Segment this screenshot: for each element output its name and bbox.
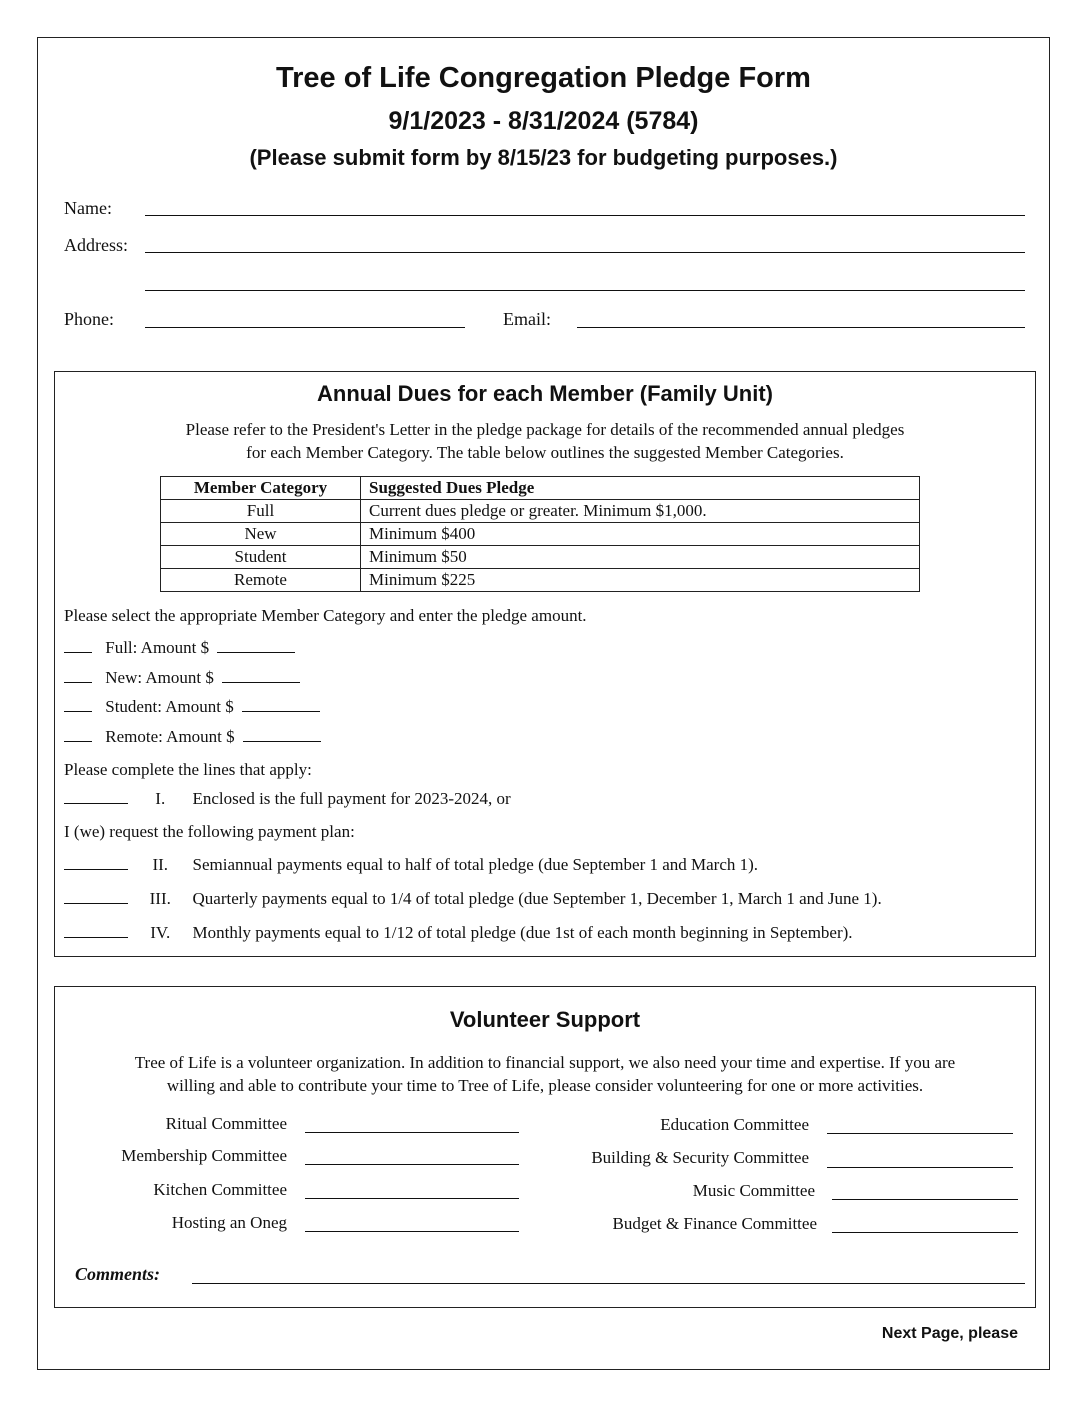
member-category-table [160, 476, 920, 592]
fiscal-dates: 9/1/2023 - 8/31/2024 (5784) [388, 107, 699, 135]
plan-instruction: I (we) request the following payment plan: [64, 822, 355, 841]
payment-text: Quarterly payments equal to 1/4 of total pledge (due September 1, December 1, March 1 and June 1). [192, 889, 882, 908]
option-remote-checkbox[interactable] [64, 727, 92, 742]
dues-intro-line2: for each Member Category. The table below outlines the suggested Member Categories. [246, 443, 844, 462]
committee-label-ritual: Ritual Committee [165, 1114, 287, 1133]
table-cell-category: New [161, 523, 361, 546]
table-row [161, 546, 920, 569]
option-full [64, 638, 295, 658]
table-header-row [161, 477, 920, 500]
student-amount-field[interactable] [242, 697, 320, 712]
submit-deadline: (Please submit form by 8/15/23 for budgeting purposes.) [249, 145, 838, 170]
volunteer-intro-line2: willing and able to contribute your time to Tree of Life, please consider volunteering for one or more activities. [166, 1076, 924, 1095]
option-new [64, 668, 300, 688]
quarterly-field[interactable] [64, 889, 128, 904]
dues-title: Annual Dues for each Member (Family Unit) [317, 381, 773, 406]
committee-label-music: Music Committee [692, 1181, 815, 1200]
option-full-checkbox[interactable] [64, 638, 92, 653]
email-label: Email: [503, 309, 551, 329]
budget-finance-committee-field[interactable] [832, 1232, 1018, 1233]
option-student [64, 697, 320, 717]
new-amount-field[interactable] [222, 668, 300, 683]
complete-instruction: Please complete the lines that apply: [64, 760, 312, 779]
payment-numeral: II. [152, 855, 169, 874]
payment-text: Monthly payments equal to 1/12 of total pledge (due 1st of each month beginning in September). [192, 923, 853, 942]
payment-text: Enclosed is the full payment for 2023-2024, or [192, 789, 511, 808]
option-label: Student: Amount $ [105, 697, 234, 716]
volunteer-intro-line1: Tree of Life is a volunteer organization. In addition to financial support, we also need your time and expertise. If you are [134, 1053, 956, 1072]
remote-amount-field[interactable] [243, 727, 321, 742]
option-label: Remote: Amount $ [105, 727, 235, 746]
option-label: New: Amount $ [105, 668, 214, 687]
payment-numeral: I. [155, 789, 166, 808]
option-new-checkbox[interactable] [64, 668, 92, 683]
volunteer-title: Volunteer Support [449, 1007, 641, 1032]
option-student-checkbox[interactable] [64, 697, 92, 712]
dues-intro-line1: Please refer to the President's Letter in the pledge package for details of the recommended annual pledges [185, 420, 905, 439]
name-label: Name: [64, 198, 112, 218]
payment-option-full [64, 789, 511, 809]
phone-label: Phone: [64, 309, 115, 329]
payment-plan-quarterly [64, 889, 882, 909]
table-cell-pledge: Minimum $225 [361, 569, 920, 592]
payment-plan-monthly [64, 923, 853, 943]
volunteer-section [54, 986, 1036, 1308]
full-payment-field[interactable] [64, 789, 128, 804]
membership-committee-field[interactable] [305, 1164, 519, 1165]
name-field[interactable] [145, 215, 1025, 216]
option-remote [64, 727, 321, 747]
address-field-line1[interactable] [145, 252, 1025, 253]
oneg-field[interactable] [305, 1231, 519, 1232]
music-committee-field[interactable] [832, 1199, 1018, 1200]
email-field[interactable] [577, 327, 1025, 328]
committee-label-oneg: Hosting an Oneg [171, 1213, 287, 1232]
table-row [161, 523, 920, 546]
monthly-field[interactable] [64, 923, 128, 938]
address-label: Address: [64, 235, 128, 255]
table-cell-category: Remote [161, 569, 361, 592]
payment-text: Semiannual payments equal to half of total pledge (due September 1 and March 1). [192, 855, 759, 874]
table-row [161, 569, 920, 592]
committee-label-kitchen: Kitchen Committee [153, 1180, 287, 1199]
payment-numeral: IV. [150, 923, 171, 942]
address-field-line2[interactable] [145, 290, 1025, 291]
phone-field[interactable] [145, 327, 465, 328]
table-cell-category: Full [161, 500, 361, 523]
payment-plan-semiannual [64, 855, 758, 875]
payment-numeral: III. [149, 889, 171, 908]
table-cell-category: Student [161, 546, 361, 569]
table-cell-pledge: Current dues pledge or greater. Minimum $1,000. [361, 500, 920, 523]
semiannual-field[interactable] [64, 855, 128, 870]
option-label: Full: Amount $ [105, 638, 210, 657]
comments-label: Comments: [75, 1264, 161, 1284]
full-amount-field[interactable] [217, 638, 295, 653]
kitchen-committee-field[interactable] [305, 1198, 519, 1199]
committee-label-education: Education Committee [660, 1115, 809, 1134]
column-header: Member Category [161, 477, 361, 500]
table-cell-pledge: Minimum $400 [361, 523, 920, 546]
education-committee-field[interactable] [827, 1133, 1013, 1134]
table-cell-pledge: Minimum $50 [361, 546, 920, 569]
annual-dues-section [54, 371, 1036, 957]
table-row [161, 500, 920, 523]
form-title: Tree of Life Congregation Pledge Form [276, 62, 811, 94]
select-instruction: Please select the appropriate Member Category and enter the pledge amount. [64, 606, 587, 625]
ritual-committee-field[interactable] [305, 1132, 519, 1133]
committee-label-budget-finance: Budget & Finance Committee [612, 1214, 817, 1233]
next-page-note: Next Page, please [881, 1325, 1018, 1342]
committee-label-building-security: Building & Security Committee [591, 1148, 809, 1167]
comments-field[interactable] [192, 1283, 1025, 1284]
building-security-committee-field[interactable] [827, 1167, 1013, 1168]
column-header: Suggested Dues Pledge [361, 477, 920, 500]
committee-label-membership: Membership Committee [121, 1146, 287, 1165]
